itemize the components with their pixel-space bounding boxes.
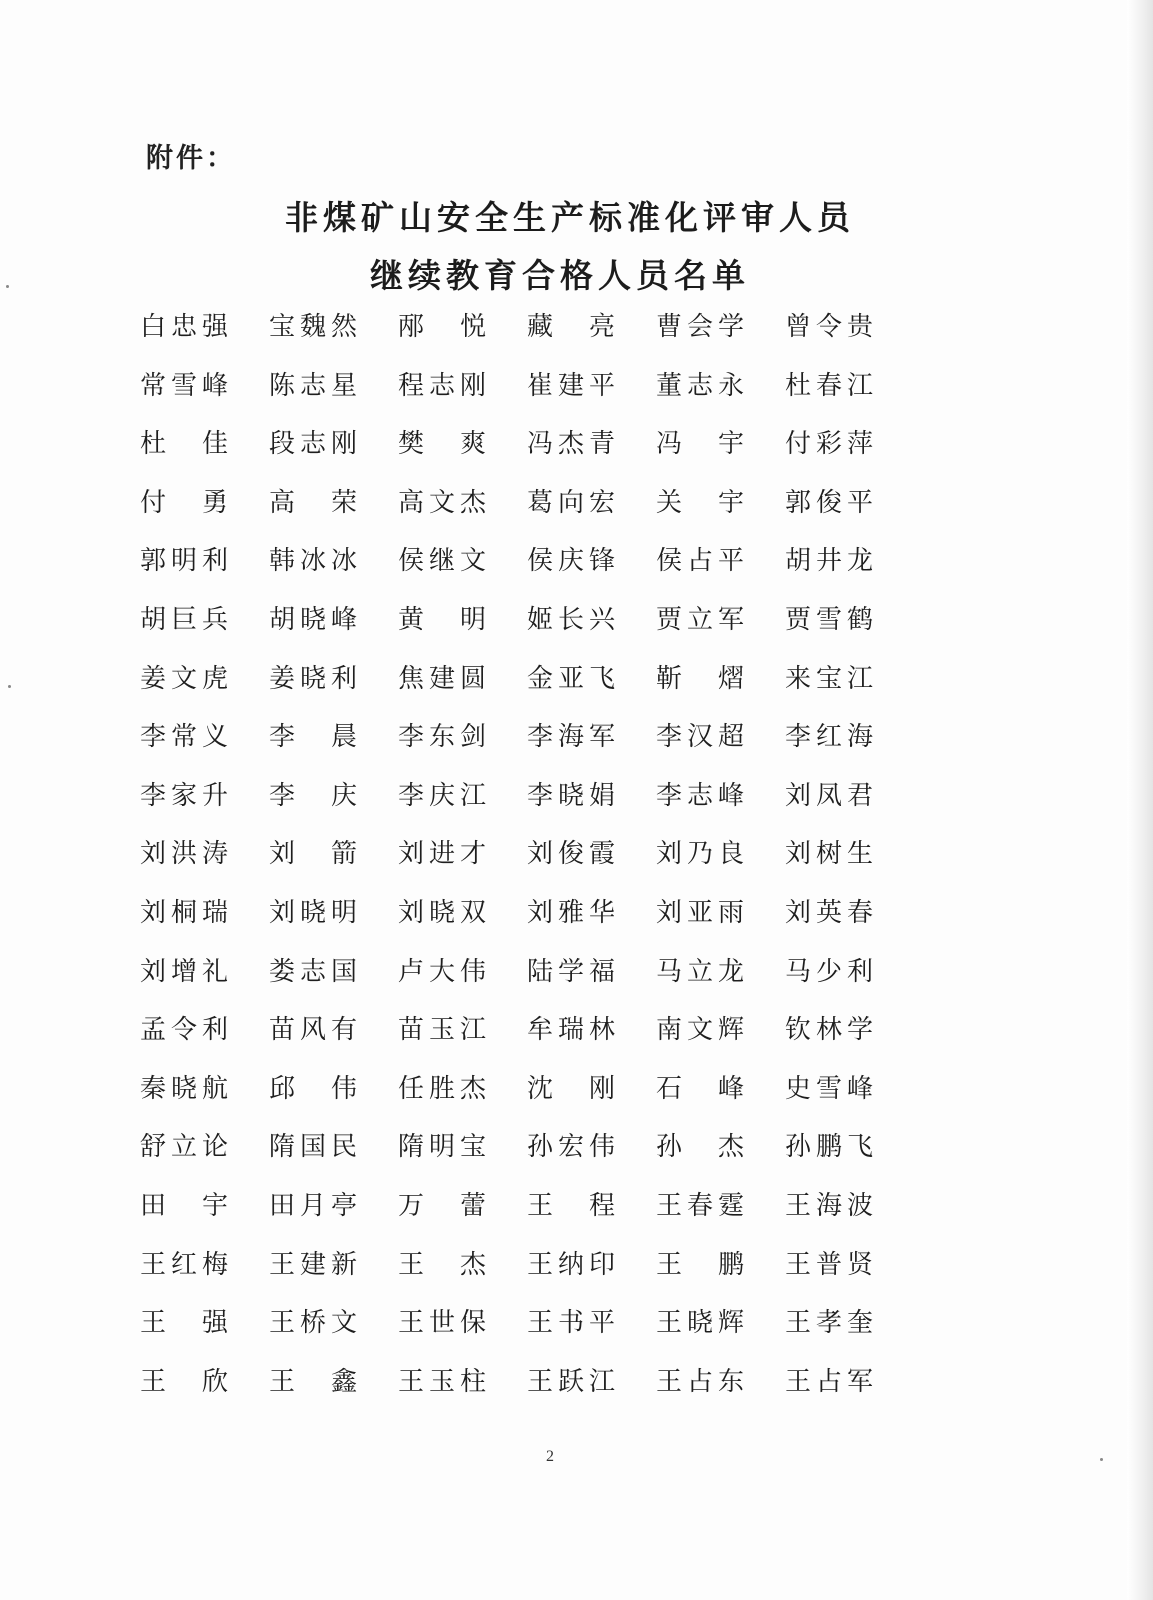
person-name: 卢 大 伟 — [398, 956, 486, 987]
person-name: 邴 悦 — [398, 312, 486, 342]
person-name: 钦 林 学 — [785, 1015, 873, 1046]
person-name: 付 勇 — [140, 487, 228, 518]
person-name: 王 世 保 — [398, 1308, 486, 1339]
name-row — [140, 1245, 930, 1304]
person-name: 王 强 — [140, 1308, 228, 1339]
qualified-personnel-name-list — [140, 307, 930, 1420]
person-name: 曹 会 学 — [656, 312, 744, 342]
scan-speck — [8, 685, 11, 688]
person-name: 金 亚 飞 — [527, 663, 615, 694]
person-name: 侯 庆 锋 — [527, 546, 615, 577]
person-name: 来 宝 江 — [785, 663, 873, 694]
person-name: 刘 雅 华 — [527, 897, 615, 928]
document-title-line-2: 继续教育合格人员名单 — [370, 256, 750, 295]
person-name: 胡 井 龙 — [785, 546, 873, 577]
person-name: 董 志 永 — [656, 370, 744, 401]
person-name: 冯 杰 青 — [527, 429, 615, 460]
person-name: 牟 瑞 林 — [527, 1015, 615, 1046]
person-name: 杜 春 江 — [785, 370, 873, 401]
person-name: 李 志 峰 — [656, 780, 744, 811]
person-name: 宝 魏 然 — [269, 312, 357, 342]
person-name: 王 杰 — [398, 1249, 486, 1280]
name-row — [140, 1303, 930, 1362]
name-row — [140, 600, 930, 659]
document-title-line-1: 非煤矿山安全生产标准化评审人员 — [285, 198, 855, 237]
name-row — [140, 893, 930, 952]
person-name: 王 玉 柱 — [398, 1366, 486, 1397]
scan-speck — [1100, 1458, 1103, 1461]
person-name: 石 峰 — [656, 1073, 744, 1104]
scan-edge-shadow — [1127, 0, 1153, 1600]
person-name: 王 桥 文 — [269, 1308, 357, 1339]
name-row — [140, 1069, 930, 1128]
person-name: 王 鹏 — [656, 1249, 744, 1280]
person-name: 陆 学 福 — [527, 956, 615, 987]
person-name: 李 晨 — [269, 722, 357, 753]
name-row — [140, 483, 930, 542]
person-name: 王 普 贤 — [785, 1249, 873, 1280]
person-name: 贾 立 军 — [656, 604, 744, 635]
person-name: 李 庆 江 — [398, 780, 486, 811]
person-name: 隋 国 民 — [269, 1132, 357, 1163]
person-name: 刘 增 礼 — [140, 956, 228, 987]
name-row — [140, 952, 930, 1011]
person-name: 韩 冰 冰 — [269, 546, 357, 577]
person-name: 刘 洪 涛 — [140, 839, 228, 870]
person-name: 杜 佳 — [140, 429, 228, 460]
attachment-label: 附件： — [146, 143, 236, 174]
person-name: 葛 向 宏 — [527, 487, 615, 518]
person-name: 沈 刚 — [527, 1073, 615, 1104]
person-name: 史 雪 峰 — [785, 1073, 873, 1104]
name-row — [140, 776, 930, 835]
person-name: 王 孝 奎 — [785, 1308, 873, 1339]
person-name: 高 文 杰 — [398, 487, 486, 518]
person-name: 高 荣 — [269, 487, 357, 518]
person-name: 段 志 刚 — [269, 429, 357, 460]
scan-speck — [6, 285, 9, 288]
person-name: 王 欣 — [140, 1366, 228, 1397]
person-name: 李 汉 超 — [656, 722, 744, 753]
person-name: 李 家 升 — [140, 780, 228, 811]
name-row — [140, 1186, 930, 1245]
person-name: 刘 乃 良 — [656, 839, 744, 870]
person-name: 李 红 海 — [785, 722, 873, 753]
person-name: 王 书 平 — [527, 1308, 615, 1339]
person-name: 舒 立 论 — [140, 1132, 228, 1163]
person-name: 藏 亮 — [527, 312, 615, 342]
person-name: 王 占 东 — [656, 1366, 744, 1397]
person-name: 侯 占 平 — [656, 546, 744, 577]
name-row — [140, 541, 930, 600]
person-name: 邱 伟 — [269, 1073, 357, 1104]
person-name: 贾 雪 鹤 — [785, 604, 873, 635]
person-name: 陈 志 星 — [269, 370, 357, 401]
person-name: 曾 令 贵 — [785, 312, 873, 342]
person-name: 付 彩 萍 — [785, 429, 873, 460]
person-name: 李 常 义 — [140, 722, 228, 753]
person-name: 孙 宏 伟 — [527, 1132, 615, 1163]
person-name: 郭 明 利 — [140, 546, 228, 577]
person-name: 白 忠 强 — [140, 312, 228, 342]
person-name: 隋 明 宝 — [398, 1132, 486, 1163]
person-name: 孙 杰 — [656, 1132, 744, 1163]
person-name: 刘 桐 瑞 — [140, 897, 228, 928]
name-row — [140, 834, 930, 893]
person-name: 田 宇 — [140, 1190, 228, 1221]
person-name: 王 跃 江 — [527, 1366, 615, 1397]
person-name: 郭 俊 平 — [785, 487, 873, 518]
person-name: 马 少 利 — [785, 956, 873, 987]
person-name: 刘 英 春 — [785, 897, 873, 928]
person-name: 靳 熠 — [656, 663, 744, 694]
person-name: 南 文 辉 — [656, 1015, 744, 1046]
name-row — [140, 424, 930, 483]
person-name: 常 雪 峰 — [140, 370, 228, 401]
person-name: 冯 宇 — [656, 429, 744, 460]
person-name: 程 志 刚 — [398, 370, 486, 401]
person-name: 樊 爽 — [398, 429, 486, 460]
person-name: 刘 箭 — [269, 839, 357, 870]
person-name: 胡 晓 峰 — [269, 604, 357, 635]
person-name: 王 海 波 — [785, 1190, 873, 1221]
person-name: 李 庆 — [269, 780, 357, 811]
person-name: 万 蕾 — [398, 1190, 486, 1221]
person-name: 王 建 新 — [269, 1249, 357, 1280]
person-name: 王 鑫 — [269, 1366, 357, 1397]
person-name: 崔 建 平 — [527, 370, 615, 401]
person-name: 王 红 梅 — [140, 1249, 228, 1280]
person-name: 娄 志 国 — [269, 956, 357, 987]
person-name: 王 晓 辉 — [656, 1308, 744, 1339]
person-name: 刘 树 生 — [785, 839, 873, 870]
name-row — [140, 366, 930, 425]
name-row — [140, 307, 930, 366]
person-name: 李 晓 娟 — [527, 780, 615, 811]
person-name: 刘 俊 霞 — [527, 839, 615, 870]
person-name: 马 立 龙 — [656, 956, 744, 987]
person-name: 姜 文 虎 — [140, 663, 228, 694]
person-name: 秦 晓 航 — [140, 1073, 228, 1104]
person-name: 关 宇 — [656, 487, 744, 518]
person-name: 刘 进 才 — [398, 839, 486, 870]
page-number: 2 — [546, 1448, 554, 1465]
name-row — [140, 717, 930, 776]
person-name: 姬 长 兴 — [527, 604, 615, 635]
person-name: 王 春 霆 — [656, 1190, 744, 1221]
person-name: 刘 凤 君 — [785, 780, 873, 811]
person-name: 刘 亚 雨 — [656, 897, 744, 928]
person-name: 任 胜 杰 — [398, 1073, 486, 1104]
name-row — [140, 659, 930, 718]
person-name: 侯 继 文 — [398, 546, 486, 577]
person-name: 孟 令 利 — [140, 1015, 228, 1046]
name-row — [140, 1127, 930, 1186]
person-name: 王 占 军 — [785, 1366, 873, 1397]
person-name: 苗 风 有 — [269, 1015, 357, 1046]
name-row — [140, 1362, 930, 1421]
person-name: 王 程 — [527, 1190, 615, 1221]
person-name: 孙 鹏 飞 — [785, 1132, 873, 1163]
person-name: 胡 巨 兵 — [140, 604, 228, 635]
person-name: 刘 晓 双 — [398, 897, 486, 928]
person-name: 苗 玉 江 — [398, 1015, 486, 1046]
person-name: 王 纳 印 — [527, 1249, 615, 1280]
name-row — [140, 1010, 930, 1069]
person-name: 李 海 军 — [527, 722, 615, 753]
person-name: 田 月 亭 — [269, 1190, 357, 1221]
person-name: 李 东 剑 — [398, 722, 486, 753]
person-name: 姜 晓 利 — [269, 663, 357, 694]
person-name: 焦 建 圆 — [398, 663, 486, 694]
person-name: 刘 晓 明 — [269, 897, 357, 928]
person-name: 黄 明 — [398, 604, 486, 635]
